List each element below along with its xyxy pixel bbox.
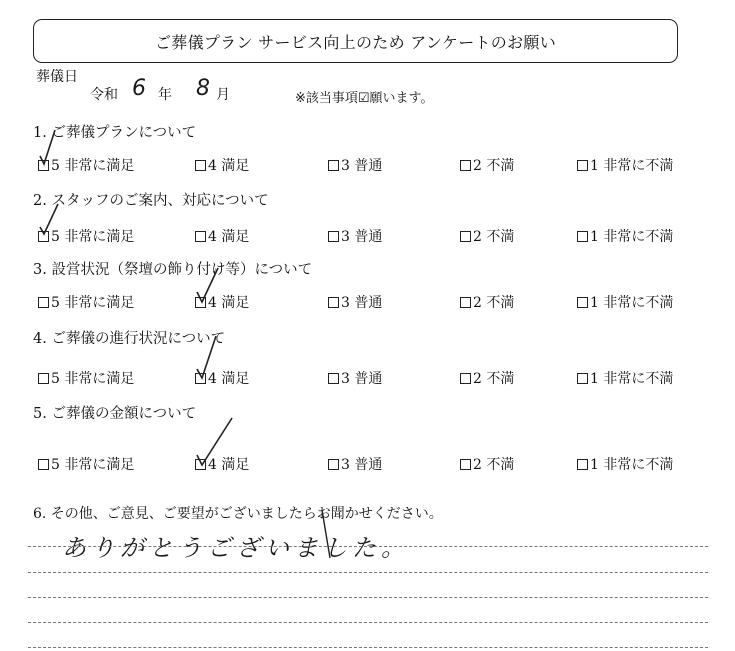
q5-option-3[interactable]: 3 普通 xyxy=(328,454,382,474)
q3-option-1[interactable]: 1 非常に不満 xyxy=(577,292,673,312)
checkbox[interactable] xyxy=(195,160,206,171)
comment-text[interactable]: ありがとうございました。 xyxy=(62,534,410,562)
q2-option-5[interactable]: 5 非常に満足 xyxy=(38,226,134,246)
checkbox[interactable] xyxy=(577,160,588,171)
q4-option-1[interactable]: 1 非常に不満 xyxy=(577,368,673,388)
comment-line xyxy=(28,572,708,573)
q5-option-5[interactable]: 5 非常に満足 xyxy=(38,454,134,474)
checkbox[interactable] xyxy=(460,373,471,384)
checkbox[interactable] xyxy=(38,459,49,470)
q5-option-2[interactable]: 2 不満 xyxy=(460,454,514,474)
checkbox[interactable] xyxy=(195,231,206,242)
checkbox[interactable] xyxy=(460,459,471,470)
month-unit: 月 xyxy=(216,87,230,103)
q3-option-3[interactable]: 3 普通 xyxy=(328,292,382,312)
question-4-label: 4. ご葬儀の進行状況について xyxy=(33,331,226,347)
question-2-label: 2. スタッフのご案内、対応について xyxy=(33,193,269,209)
checkbox[interactable] xyxy=(195,373,206,384)
checkbox[interactable] xyxy=(38,297,49,308)
era-label: 令和 xyxy=(90,87,118,103)
q5-option-1[interactable]: 1 非常に不満 xyxy=(577,454,673,474)
year-value[interactable]: 6 xyxy=(132,76,146,101)
survey-title: ご葬儀プラン サービス向上のため アンケートのお願い xyxy=(33,19,678,63)
q5-option-4[interactable]: 4 満足 xyxy=(195,454,249,474)
q2-option-1[interactable]: 1 非常に不満 xyxy=(577,226,673,246)
checkbox[interactable] xyxy=(195,297,206,308)
checkbox[interactable] xyxy=(195,459,206,470)
q2-option-4[interactable]: 4 満足 xyxy=(195,226,249,246)
comment-line xyxy=(28,647,708,648)
q3-option-5[interactable]: 5 非常に満足 xyxy=(38,292,134,312)
instruction-note: ※該当事項☑願います。 xyxy=(295,91,434,106)
question-1-label: 1. ご葬儀プランについて xyxy=(33,125,197,141)
checkbox[interactable] xyxy=(328,459,339,470)
checkbox[interactable] xyxy=(38,160,49,171)
question-5-label: 5. ご葬儀の金額について xyxy=(33,406,197,422)
q4-option-4[interactable]: 4 満足 xyxy=(195,368,249,388)
comment-line xyxy=(28,597,708,598)
q1-option-2[interactable]: 2 不満 xyxy=(460,155,514,175)
comment-line xyxy=(28,622,708,623)
q3-option-2[interactable]: 2 不満 xyxy=(460,292,514,312)
q1-option-5[interactable]: 5 非常に満足 xyxy=(38,155,134,175)
q1-option-4[interactable]: 4 満足 xyxy=(195,155,249,175)
comment-line xyxy=(28,546,708,547)
checkbox[interactable] xyxy=(328,231,339,242)
checkbox[interactable] xyxy=(328,373,339,384)
question-6-label: 6. その他、ご意見、ご要望がございましたらお聞かせください。 xyxy=(33,506,443,522)
checkbox[interactable] xyxy=(38,373,49,384)
q3-option-4[interactable]: 4 満足 xyxy=(195,292,249,312)
checkbox[interactable] xyxy=(328,297,339,308)
checkbox[interactable] xyxy=(577,231,588,242)
year-unit: 年 xyxy=(158,87,172,103)
q2-option-3[interactable]: 3 普通 xyxy=(328,226,382,246)
checkbox[interactable] xyxy=(460,231,471,242)
q4-option-3[interactable]: 3 普通 xyxy=(328,368,382,388)
q1-option-1[interactable]: 1 非常に不満 xyxy=(577,155,673,175)
checkbox[interactable] xyxy=(38,231,49,242)
q4-option-5[interactable]: 5 非常に満足 xyxy=(38,368,134,388)
q2-option-2[interactable]: 2 不満 xyxy=(460,226,514,246)
funeral-date-label: 葬儀日 xyxy=(36,69,78,85)
month-value[interactable]: 8 xyxy=(196,76,210,101)
checkbox[interactable] xyxy=(577,459,588,470)
question-3-label: 3. 設営状況（祭壇の飾り付け等）について xyxy=(33,262,313,278)
checkbox[interactable] xyxy=(577,373,588,384)
checkbox[interactable] xyxy=(460,160,471,171)
checkbox[interactable] xyxy=(577,297,588,308)
q1-option-3[interactable]: 3 普通 xyxy=(328,155,382,175)
q4-option-2[interactable]: 2 不満 xyxy=(460,368,514,388)
checkbox[interactable] xyxy=(460,297,471,308)
checkbox[interactable] xyxy=(328,160,339,171)
